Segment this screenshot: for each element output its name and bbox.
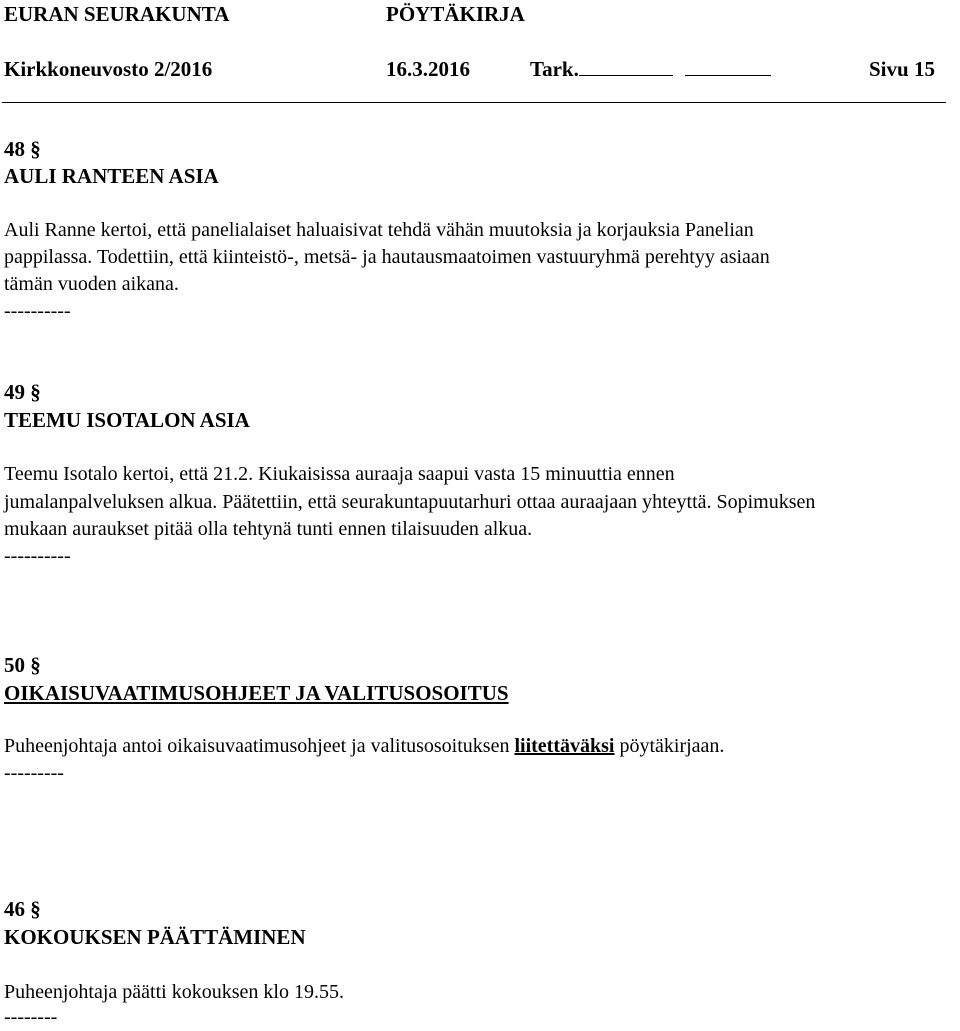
section-number-text: 50 xyxy=(4,653,25,677)
paragraph-line: Auli Ranne kertoi, että panelialaiset haluaisivat tehdä vähän muutoksia ja korjauksia Panelian xyxy=(4,219,754,241)
section-number xyxy=(4,380,41,405)
section-title: AULI RANTEEN ASIA xyxy=(4,164,219,188)
organization-name: EURAN SEURAKUNTA xyxy=(4,2,230,26)
check-signature-line-1 xyxy=(579,57,673,76)
paragraph-line: Puheenjohtaja päätti kokouksen klo 19.55. xyxy=(4,981,344,1003)
section-sign: § xyxy=(30,653,41,677)
paragraph-line: jumalanpalveluksen alkua. Päätettiin, että seurakuntapuutarhuri ottaa auraajaan yhteyttä. Sopimuksen xyxy=(4,491,816,513)
section-number xyxy=(4,653,41,678)
section-sign: § xyxy=(30,380,41,404)
header-rule xyxy=(2,102,946,103)
paragraph-line: Teemu Isotalo kertoi, että 21.2. Kiukaisissa auraaja saapui vasta 15 minuuttia ennen xyxy=(4,463,675,485)
page-number: Sivu 15 xyxy=(869,57,935,81)
document-type: PÖYTÄKIRJA xyxy=(386,2,525,26)
separator: -------- xyxy=(4,1006,58,1028)
paragraph-line: pappilassa. Todettiin, että kiinteistö-, metsä- ja hautausmaatoimen vastuuryhmä perehtyy asiaan xyxy=(4,246,770,268)
paragraph-text: pöytäkirjaan. xyxy=(614,735,725,757)
check-text: Tark. xyxy=(530,57,579,81)
check-label xyxy=(530,57,771,82)
paragraph-line: tämän vuoden aikana. xyxy=(4,273,179,295)
paragraph-text: Puheenjohtaja antoi oikaisuvaatimusohjeet ja valitusosoituksen xyxy=(4,735,515,757)
section-number xyxy=(4,137,41,162)
section-number-text: 49 xyxy=(4,380,25,404)
check-signature-line-2 xyxy=(685,57,771,76)
meeting-date: 16.3.2016 xyxy=(386,57,470,81)
section-number-text: 48 xyxy=(4,137,25,161)
paragraph-line xyxy=(4,733,724,760)
separator: ---------- xyxy=(4,545,71,567)
separator: ---------- xyxy=(4,300,71,322)
emphasized-text: liitettäväksi xyxy=(514,735,615,757)
section-sign: § xyxy=(30,137,41,161)
section-title: KOKOUKSEN PÄÄTTÄMINEN xyxy=(4,925,306,949)
section-sign: § xyxy=(30,897,41,921)
separator: --------- xyxy=(4,762,64,784)
section-title: TEEMU ISOTALON ASIA xyxy=(4,408,250,432)
section-number xyxy=(4,897,41,922)
meeting-name: Kirkkoneuvosto 2/2016 xyxy=(4,57,213,81)
section-title: OIKAISUVAATIMUSOHJEET JA VALITUSOSOITUS xyxy=(4,681,509,705)
paragraph-line: mukaan auraukset pitää olla tehtynä tunti ennen tilaisuuden alkua. xyxy=(4,518,533,540)
section-number-text: 46 xyxy=(4,897,25,921)
